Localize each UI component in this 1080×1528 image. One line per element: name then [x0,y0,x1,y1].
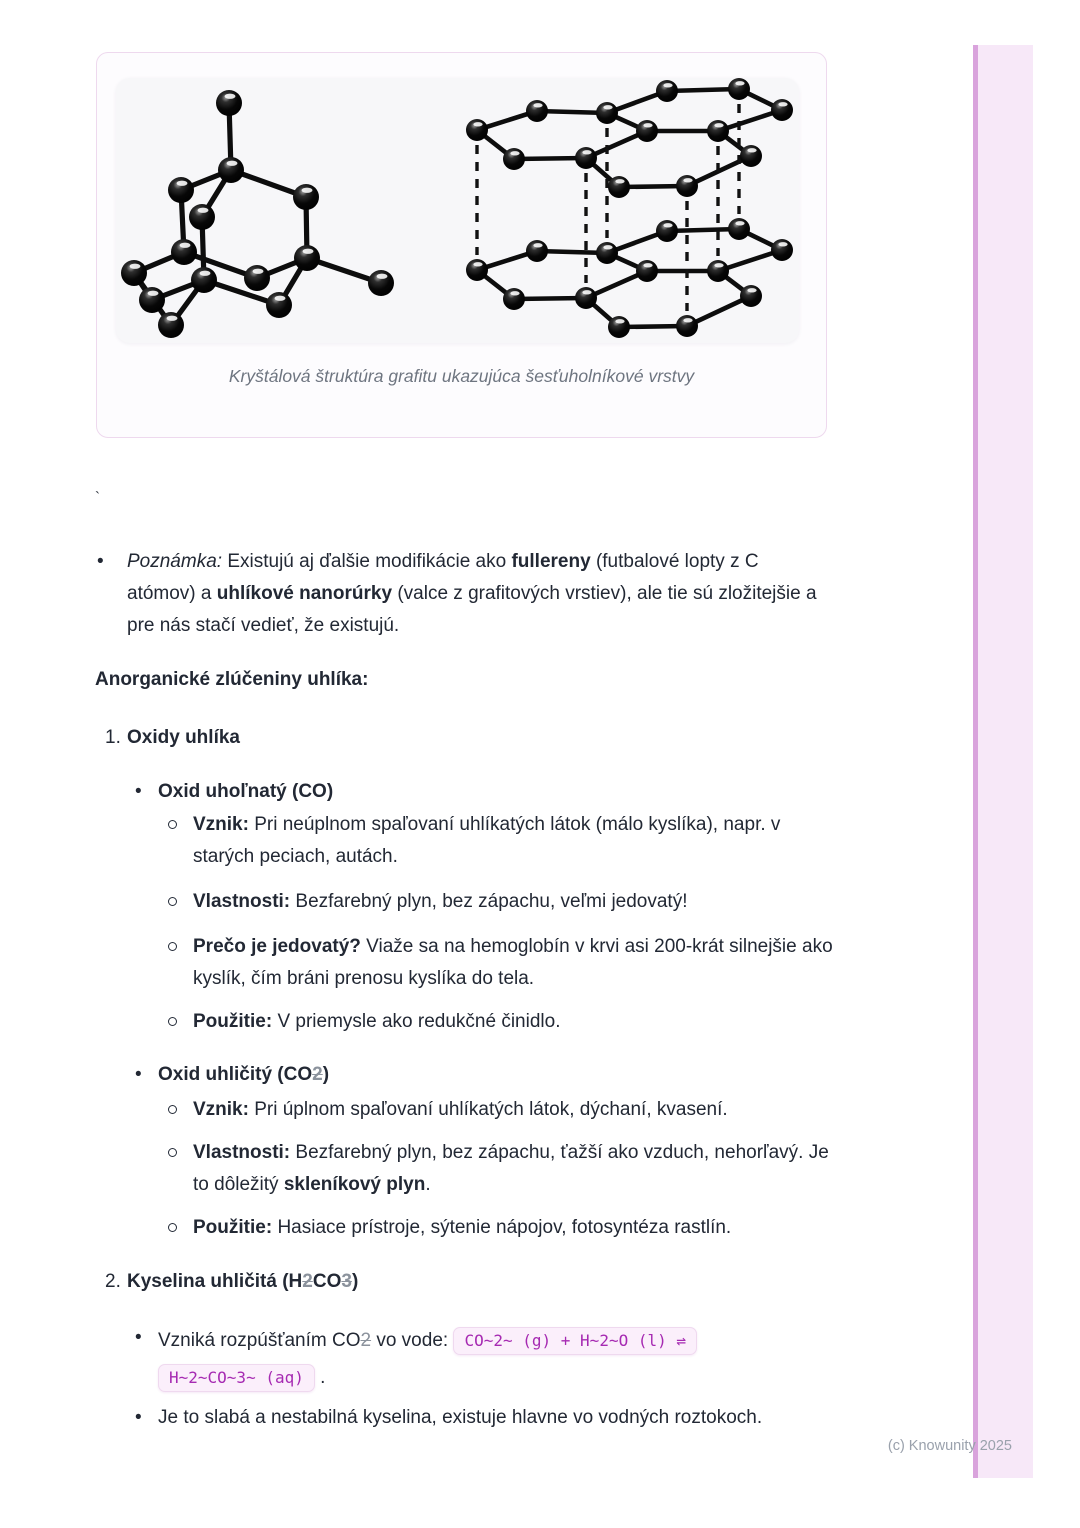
circle-bullet-icon [168,886,193,906]
co-point-vznik: Vznik: Pri neúplnom spaľovaní uhlíkatých látok (málo kyslíka), napr. v starých peciach, autách. [95,809,935,873]
crystal-structure-image [116,78,799,343]
item-title: Oxidy uhlíka [127,727,240,748]
figure-card [96,52,827,438]
circle-bullet-icon [168,1212,193,1232]
acid-point-stability: • Je to slabá a nestabilná kyselina, existuje hlavne vo vodných roztokoch. [95,1402,935,1434]
page-edge-highlight-bar [973,45,1033,1478]
molecule-diagram [116,78,799,343]
circle-bullet-icon [168,1094,193,1114]
co-title-bullet [95,776,935,808]
item-number: 2. [105,1271,121,1292]
note-bullet [95,546,935,642]
co-point-pouzitie: Použitie: V priemysle ako redukčné činidlo. [95,1006,935,1038]
stray-backtick-text: ` [95,489,100,506]
copyright-text: (c) Knowunity 2025 [887,1438,1012,1454]
co2-point-vznik: Vznik: Pri úplnom spaľovaní uhlíkatých látok, dýchaní, kvasení. [95,1094,935,1126]
bullet-dot-icon: • [135,1064,142,1085]
numbered-item-carbonic-acid [95,1266,935,1298]
figure-caption: Kryštálová štruktúra grafitu ukazujúca šesťuholníkové vrstvy [228,366,695,386]
bullet-dot-icon: • [135,1407,142,1428]
item-title: Kyselina uhličitá (H2CO3) [127,1271,359,1292]
circle-bullet-icon [168,809,193,829]
note-text: Poznámka: Existujú aj ďalšie modifikácie ako fullereny (futbalové lopty z C atómov) a uhlíkové nanorúrky (valce z grafitových vrstiev), ale tie sú zložitejšie a pre nás stačí vedieť, že existujú. [127,551,817,636]
graphite-structure [466,78,793,338]
inorganic-compounds-heading: Anorganické zlúčeniny uhlíka: [95,669,369,690]
co2-point-pouzitie: Použitie: Hasiace prístroje, sýtenie nápojov, fotosyntéza rastlín. [95,1212,935,1244]
co2-point-vlastnosti: Vlastnosti: Bezfarebný plyn, bez zápachu, ťažší ako vzduch, nehorľavý. Je to dôležitý skleníkový plyn. [95,1137,935,1201]
co2-title-bullet [95,1059,935,1091]
notes-body [95,440,935,1434]
circle-bullet-icon [168,1137,193,1157]
item-number: 1. [105,727,121,748]
circle-bullet-icon [168,931,193,951]
bullet-dot-icon: • [97,551,104,572]
bullet-dot-icon: • [135,781,142,802]
co-point-preco: Prečo je jedovatý? Viaže sa na hemoglobín v krvi asi 200-krát silnejšie ako kyslík, čím bráni prenosu kyslíka do tela. [95,931,935,995]
diamond-structure [121,90,394,338]
co-title: Oxid uhoľnatý (CO) [158,781,334,802]
bullet-dot-icon: • [135,1327,142,1348]
co2-title: Oxid uhličitý (CO2) [158,1064,330,1085]
numbered-item-oxides [95,722,935,754]
co-point-vlastnosti: Vlastnosti: Bezfarebný plyn, bez zápachu, veľmi jedovatý! [95,886,935,918]
circle-bullet-icon [168,1006,193,1026]
acid-point-formation: • Vzniká rozpúšťaním CO2 vo vode: CO~2~ (g) + H~2~O (l) ⇌ H~2~CO~3~ (aq) . [95,1322,935,1396]
